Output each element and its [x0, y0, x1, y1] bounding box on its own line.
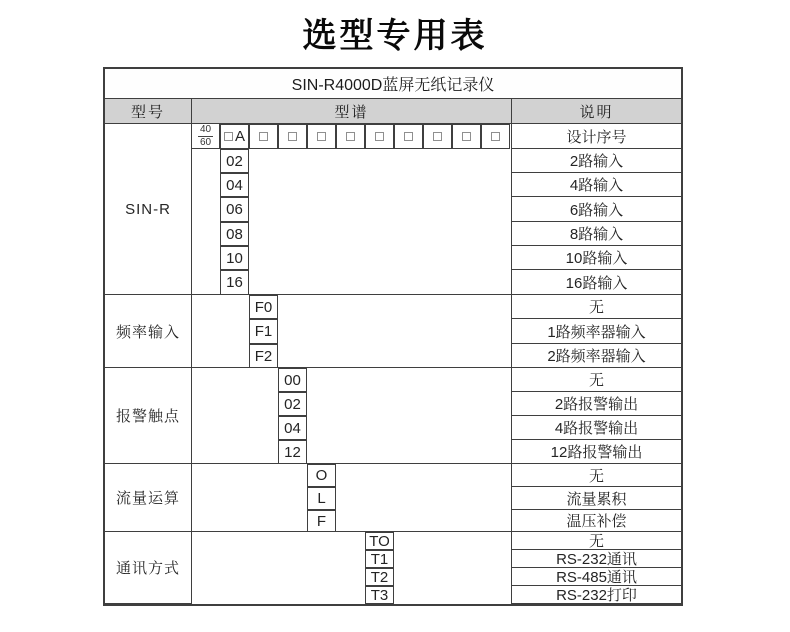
- description-cell: 无: [511, 464, 681, 487]
- description-cell: 无: [511, 295, 681, 319]
- column-header-spectrum: 型谱: [192, 99, 511, 124]
- spectrum-placeholder-box: [365, 124, 394, 149]
- description-cell: 4路报警输出: [511, 416, 681, 440]
- code-box: O: [307, 464, 336, 487]
- checkbox-placeholder-icon: [346, 132, 355, 141]
- checkbox-placeholder-icon: [224, 132, 233, 141]
- section-divider: [192, 531, 511, 532]
- base-code-box: [220, 124, 249, 149]
- checkbox-placeholder-icon: [433, 132, 442, 141]
- page-title: 选型专用表: [302, 17, 488, 55]
- spectrum-placeholder-box: [394, 124, 423, 149]
- description-cell: 温压补偿: [511, 510, 681, 532]
- code-box: 12: [278, 440, 307, 464]
- code-box: T1: [365, 550, 394, 568]
- code-box: 02: [278, 392, 307, 416]
- model-cell-sin-r: SIN-R: [105, 124, 192, 295]
- description-cell: 4路输入: [511, 173, 681, 197]
- base-code-letter: A: [234, 128, 245, 145]
- code-box: 04: [220, 173, 249, 197]
- checkbox-placeholder-icon: [404, 132, 413, 141]
- code-box: 04: [278, 416, 307, 440]
- spectrum-placeholder-box: [336, 124, 365, 149]
- code-box: 06: [220, 197, 249, 222]
- description-cell: 6路输入: [511, 197, 681, 222]
- model-cell-frequency-input: 频率输入: [105, 295, 192, 368]
- spectrum-placeholder-box: [307, 124, 336, 149]
- description-cell: 12路报警输出: [511, 440, 681, 464]
- description-cell: 1路频率器输入: [511, 319, 681, 344]
- description-cell: RS-232打印: [511, 586, 681, 604]
- description-cell: 设计序号: [511, 124, 681, 149]
- spectrum-placeholder-box: [481, 124, 510, 149]
- checkbox-placeholder-icon: [462, 132, 471, 141]
- checkbox-placeholder-icon: [375, 132, 384, 141]
- description-cell: 流量累积: [511, 487, 681, 510]
- fraction-bottom: 60: [199, 136, 212, 148]
- code-box: 00: [278, 368, 307, 392]
- model-cell-flow-calculation: 流量运算: [105, 464, 192, 532]
- section-divider: [192, 367, 511, 368]
- code-box: F0: [249, 295, 278, 319]
- selection-table: [103, 67, 683, 606]
- checkbox-placeholder-icon: [317, 132, 326, 141]
- description-cell: 10路输入: [511, 246, 681, 270]
- code-box: T3: [365, 586, 394, 604]
- code-box: T2: [365, 568, 394, 586]
- section-divider: [192, 463, 511, 464]
- order-fraction: [198, 125, 213, 148]
- spectrum-placeholder-box: [423, 124, 452, 149]
- description-cell: 无: [511, 368, 681, 392]
- column-header-model: 型号: [105, 99, 192, 124]
- product-title-row: [105, 69, 681, 99]
- description-cell: 无: [511, 532, 681, 550]
- checkbox-placeholder-icon: [491, 132, 500, 141]
- description-cell: RS-232通讯: [511, 550, 681, 568]
- code-box: 08: [220, 222, 249, 246]
- code-box: F1: [249, 319, 278, 344]
- model-cell-alarm-contact: 报警触点: [105, 368, 192, 464]
- fraction-top: 40: [199, 123, 212, 135]
- description-cell: RS-485通讯: [511, 568, 681, 586]
- spectrum-placeholder-box: [278, 124, 307, 149]
- product-title: SIN-R4000D蓝屏无纸记录仪: [291, 77, 495, 94]
- checkbox-placeholder-icon: [259, 132, 268, 141]
- model-cell-communication-mode: 通讯方式: [105, 532, 192, 604]
- code-box: 02: [220, 149, 249, 173]
- description-cell: 2路报警输出: [511, 392, 681, 416]
- spectrum-placeholder-box: [452, 124, 481, 149]
- code-box: L: [307, 487, 336, 510]
- code-box: F: [307, 510, 336, 532]
- description-cell: 2路频率器输入: [511, 344, 681, 368]
- spectrum-placeholder-box: [249, 124, 278, 149]
- order-fraction-cell: [192, 124, 220, 149]
- column-header-description: 说明: [511, 99, 681, 124]
- description-cell: 16路输入: [511, 270, 681, 295]
- code-box: 10: [220, 246, 249, 270]
- code-box: F2: [249, 344, 278, 368]
- section-divider: [192, 294, 511, 295]
- code-box: TO: [365, 532, 394, 550]
- description-cell: 2路输入: [511, 149, 681, 173]
- description-cell: 8路输入: [511, 222, 681, 246]
- checkbox-placeholder-icon: [288, 132, 297, 141]
- code-box: 16: [220, 270, 249, 295]
